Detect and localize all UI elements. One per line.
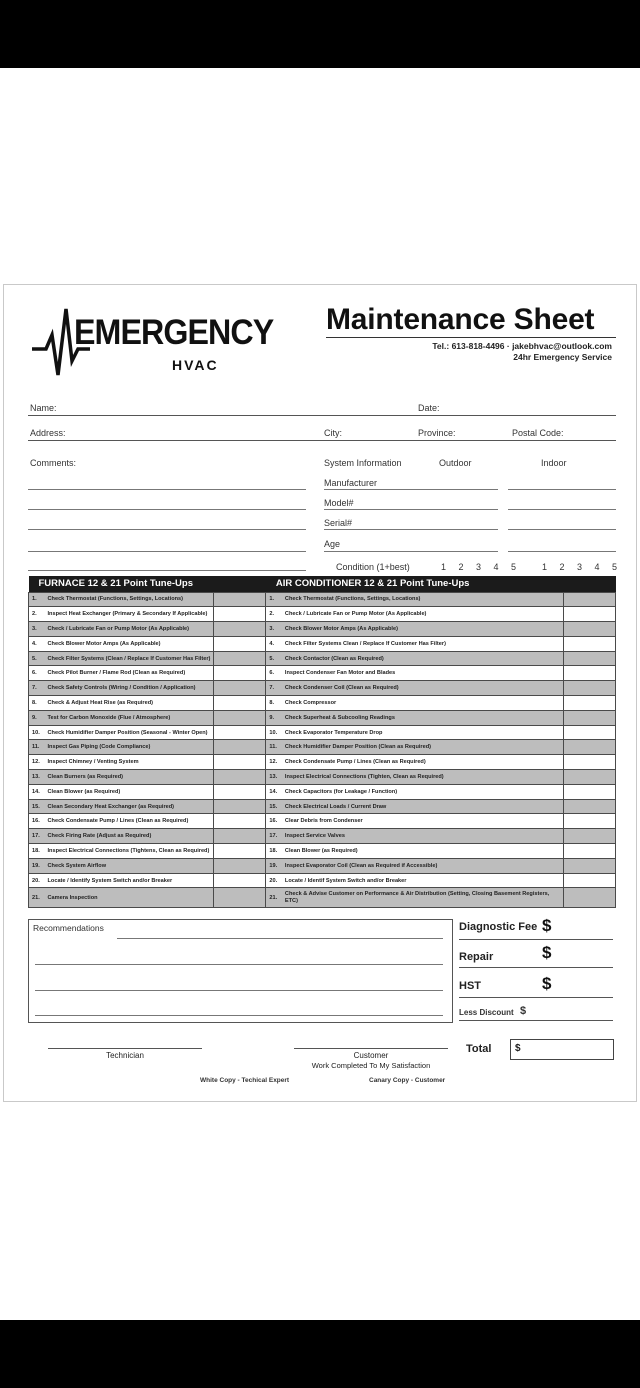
company-logo <box>30 305 274 385</box>
furnace-item-label: Check / Lubricate Fan or Pump Motor (As Applicable) <box>45 622 214 637</box>
repair-dollar: $ <box>542 943 552 962</box>
top-black-bar <box>0 0 640 68</box>
address-line[interactable] <box>28 440 616 441</box>
furnace-item-number: 19. <box>29 858 45 873</box>
white-copy-label: White Copy - Techical Expert <box>200 1077 290 1084</box>
ac-item-number: 13. <box>266 770 282 785</box>
table-row <box>29 696 616 711</box>
ac-item-check[interactable] <box>564 844 616 859</box>
age-outdoor-line[interactable] <box>324 551 498 552</box>
comment-line-5[interactable] <box>28 570 306 571</box>
ac-item-check[interactable] <box>564 770 616 785</box>
ac-item-number: 9. <box>266 710 282 725</box>
ac-item-check[interactable] <box>564 607 616 622</box>
recommendations-box <box>28 919 453 1023</box>
less-discount-dollar: $ <box>520 1005 527 1017</box>
furnace-item-label: Check Safety Controls (Wiring / Condition / Application) <box>45 681 214 696</box>
ac-item-number: 12. <box>266 755 282 770</box>
canary-copy-label: Canary Copy - Customer <box>369 1077 446 1084</box>
furnace-item-label: Inspect Gas Piping (Code Compliance) <box>45 740 214 755</box>
table-row <box>29 607 616 622</box>
ac-item-label: Check Humidifier Damper Position (Clean as Required) <box>282 740 564 755</box>
serial-label: Serial# <box>324 518 353 528</box>
address-label: Address: <box>30 428 66 438</box>
recommendations-label: Recommendations <box>33 923 104 933</box>
ac-item-label: Check Condensate Pump / Lines (Clean as Required) <box>282 755 564 770</box>
furnace-item-label: Check Humidifier Damper Position (Seasonal - Winter Open) <box>45 725 214 740</box>
ac-item-label: Check Capacitors (for Leakage / Function) <box>282 784 564 799</box>
checklist-body <box>29 592 616 908</box>
table-row <box>29 784 616 799</box>
furnace-item-label: Check Blower Motor Amps (As Applicable) <box>45 636 214 651</box>
ac-item-number: 17. <box>266 829 282 844</box>
furnace-item-check[interactable] <box>214 740 266 755</box>
table-row <box>29 681 616 696</box>
ac-heading: AIR CONDITIONER 12 & 21 Point Tune-Ups <box>266 576 616 592</box>
furnace-item-check[interactable] <box>214 888 266 908</box>
diagnostic-fee-line[interactable] <box>459 939 613 940</box>
furnace-item-number: 10. <box>29 725 45 740</box>
ac-item-label: Check Contactor (Clean as Required) <box>282 651 564 666</box>
ac-item-label: Check Evaporator Temperature Drop <box>282 725 564 740</box>
ac-item-label: Locate / Identif System Switch and/or Breaker <box>282 873 564 888</box>
furnace-item-number: 17. <box>29 829 45 844</box>
table-row <box>29 740 616 755</box>
furnace-item-check[interactable] <box>214 873 266 888</box>
furnace-item-number: 6. <box>29 666 45 681</box>
total-dollar: $ <box>515 1043 521 1054</box>
furnace-item-label: Test for Carbon Monoxide (Flue / Atmosphere) <box>45 710 214 725</box>
total-label: Total <box>466 1043 492 1055</box>
ac-item-number: 5. <box>266 651 282 666</box>
ac-item-label: Check / Lubricate Fan or Pump Motor (As Applicable) <box>282 607 564 622</box>
furnace-item-number: 18. <box>29 844 45 859</box>
furnace-item-number: 13. <box>29 770 45 785</box>
page-title: Maintenance Sheet <box>326 303 595 336</box>
table-row <box>29 666 616 681</box>
table-row <box>29 770 616 785</box>
table-row <box>29 873 616 888</box>
furnace-item-check[interactable] <box>214 636 266 651</box>
furnace-item-check[interactable] <box>214 725 266 740</box>
ac-item-check[interactable] <box>564 858 616 873</box>
furnace-item-label: Inspect Heat Exchanger (Primary & Secondary If Applicable) <box>45 607 214 622</box>
customer-label: Customer <box>353 1051 389 1060</box>
ac-item-check[interactable] <box>564 651 616 666</box>
ac-item-number: 16. <box>266 814 282 829</box>
table-row <box>29 844 616 859</box>
furnace-item-number: 2. <box>29 607 45 622</box>
ac-item-check[interactable] <box>564 710 616 725</box>
furnace-item-label: Clean Secondary Heat Exchanger (as Required) <box>45 799 214 814</box>
table-row <box>29 829 616 844</box>
ac-item-check[interactable] <box>564 666 616 681</box>
diagnostic-fee-label: Diagnostic Fee <box>459 921 538 933</box>
comment-line-1[interactable] <box>28 489 306 490</box>
ac-item-label: Check & Advise Customer on Performance & Air Distribution (Setting, Closing Basement Registers, ETC) <box>282 888 564 908</box>
furnace-item-number: 8. <box>29 696 45 711</box>
furnace-item-label: Check System Airflow <box>45 858 214 873</box>
manufacturer-indoor-line[interactable] <box>508 489 616 490</box>
city-label: City: <box>324 428 342 438</box>
furnace-item-number: 1. <box>29 592 45 607</box>
table-row <box>29 592 616 607</box>
furnace-item-check[interactable] <box>214 696 266 711</box>
ac-item-number: 2. <box>266 607 282 622</box>
furnace-item-number: 14. <box>29 784 45 799</box>
model-indoor-line[interactable] <box>508 509 616 510</box>
company-name: EMERGENCY <box>74 313 274 352</box>
ac-item-number: 19. <box>266 858 282 873</box>
ac-item-label: Clear Debris from Condenser <box>282 814 564 829</box>
ac-item-number: 15. <box>266 799 282 814</box>
date-label: Date: <box>418 403 440 413</box>
furnace-item-number: 5. <box>29 651 45 666</box>
serial-indoor-line[interactable] <box>508 529 616 530</box>
ac-item-check[interactable] <box>564 873 616 888</box>
furnace-item-number: 20. <box>29 873 45 888</box>
table-row <box>29 725 616 740</box>
ac-item-label: Check Thermostat (Functions, Settings, Locations) <box>282 592 564 607</box>
ac-item-label: Inspect Condenser Fan Motor and Blades <box>282 666 564 681</box>
ac-item-number: 11. <box>266 740 282 755</box>
furnace-item-check[interactable] <box>214 844 266 859</box>
comments-label: Comments: <box>30 458 77 468</box>
table-row <box>29 858 616 873</box>
system-info-label: System Information <box>324 458 402 468</box>
recommendation-line-3[interactable] <box>35 990 443 991</box>
ac-item-number: 20. <box>266 873 282 888</box>
diagnostic-fee-dollar: $ <box>542 916 552 935</box>
recommendation-line-1[interactable] <box>117 938 443 939</box>
ac-item-label: Check Filter Systems Clean / Replace If Customer Has Filter) <box>282 636 564 651</box>
company-sub: HVAC <box>172 357 219 373</box>
comment-line-3[interactable] <box>28 529 306 530</box>
ac-item-number: 8. <box>266 696 282 711</box>
condition-scale-outdoor: 1 2 3 4 5 <box>441 562 522 572</box>
name-line[interactable] <box>28 415 616 416</box>
postal-code-label: Postal Code: <box>512 428 564 438</box>
ac-item-number: 21. <box>266 888 282 908</box>
ac-item-label: Check Superheat & Subcooling Readings <box>282 710 564 725</box>
bottom-black-bar <box>0 1320 640 1388</box>
furnace-item-number: 11. <box>29 740 45 755</box>
less-discount-label: Less Discount <box>459 1008 514 1017</box>
technician-signature-line[interactable] <box>48 1048 202 1049</box>
name-label: Name: <box>30 403 57 413</box>
furnace-item-label: Clean Burners (as Required) <box>45 770 214 785</box>
furnace-item-label: Camera Inspection <box>45 888 214 908</box>
hst-line[interactable] <box>459 997 613 998</box>
manufacturer-label: Manufacturer <box>324 478 378 488</box>
model-outdoor-line[interactable] <box>324 509 498 510</box>
ac-item-label: Check Blower Motor Amps (As Applicable) <box>282 622 564 637</box>
ac-item-number: 3. <box>266 622 282 637</box>
furnace-item-check[interactable] <box>214 607 266 622</box>
table-row <box>29 636 616 651</box>
maintenance-sheet <box>3 284 637 1102</box>
ac-item-check[interactable] <box>564 784 616 799</box>
ac-item-check[interactable] <box>564 888 616 908</box>
furnace-item-check[interactable] <box>214 681 266 696</box>
condition-scale-indoor: 1 2 3 4 5 <box>542 562 623 572</box>
ac-item-check[interactable] <box>564 696 616 711</box>
technician-label: Technician <box>106 1051 144 1060</box>
ac-item-label: Check Condenser Coil (Clean as Required) <box>282 681 564 696</box>
furnace-item-number: 4. <box>29 636 45 651</box>
furnace-item-check[interactable] <box>214 755 266 770</box>
less-discount-line[interactable] <box>459 1020 613 1021</box>
ac-item-label: Check Compressor <box>282 696 564 711</box>
hst-label: HST <box>459 980 481 992</box>
furnace-item-check[interactable] <box>214 770 266 785</box>
furnace-item-check[interactable] <box>214 829 266 844</box>
furnace-item-label: Check & Adjust Heat Rise (as Required) <box>45 696 214 711</box>
furnace-item-check[interactable] <box>214 814 266 829</box>
ac-item-number: 18. <box>266 844 282 859</box>
comment-line-2[interactable] <box>28 509 306 510</box>
ac-item-check[interactable] <box>564 829 616 844</box>
furnace-item-number: 15. <box>29 799 45 814</box>
contact-info <box>432 341 612 363</box>
table-row <box>29 799 616 814</box>
condition-label: Condition (1+best) <box>336 562 410 572</box>
ac-item-check[interactable] <box>564 725 616 740</box>
table-row <box>29 755 616 770</box>
recommendation-line-2[interactable] <box>35 964 443 965</box>
furnace-item-label: Clean Blower (as Required) <box>45 784 214 799</box>
ac-item-label: Inspect Electrical Connections (Tighten, Clean as Required) <box>282 770 564 785</box>
furnace-item-number: 9. <box>29 710 45 725</box>
ac-item-label: Check Electrical Loads / Current Draw <box>282 799 564 814</box>
furnace-item-label: Check Firing Rate (Adjust as Required) <box>45 829 214 844</box>
ac-item-check[interactable] <box>564 636 616 651</box>
hst-dollar: $ <box>542 974 552 993</box>
table-row <box>29 622 616 637</box>
table-row <box>29 814 616 829</box>
furnace-item-check[interactable] <box>214 799 266 814</box>
furnace-item-label: Check Thermostat (Functions, Settings, Locations) <box>45 592 214 607</box>
furnace-item-number: 16. <box>29 814 45 829</box>
ac-item-number: 6. <box>266 666 282 681</box>
ac-item-check[interactable] <box>564 681 616 696</box>
age-indoor-line[interactable] <box>508 551 616 552</box>
manufacturer-outdoor-line[interactable] <box>324 489 498 490</box>
furnace-item-check[interactable] <box>214 592 266 607</box>
age-label: Age <box>324 539 341 549</box>
customer-signature-line[interactable] <box>294 1048 448 1049</box>
ac-item-check[interactable] <box>564 740 616 755</box>
tune-up-checklist <box>28 576 616 908</box>
table-row <box>29 710 616 725</box>
table-row <box>29 888 616 908</box>
furnace-item-number: 3. <box>29 622 45 637</box>
ac-item-check[interactable] <box>564 814 616 829</box>
furnace-item-label: Check Pilot Burner / Flame Rod (Clean as Required) <box>45 666 214 681</box>
total-field[interactable] <box>510 1039 614 1060</box>
ac-item-number: 4. <box>266 636 282 651</box>
comment-line-4[interactable] <box>28 551 306 552</box>
recommendation-line-4[interactable] <box>35 1015 443 1016</box>
repair-label: Repair <box>459 951 494 963</box>
satisfaction-label: Work Completed To My Satisfaction <box>311 1061 431 1070</box>
ac-item-number: 10. <box>266 725 282 740</box>
furnace-item-check[interactable] <box>214 666 266 681</box>
furnace-item-check[interactable] <box>214 710 266 725</box>
furnace-item-check[interactable] <box>214 651 266 666</box>
title-underline <box>326 337 616 338</box>
ac-item-check[interactable] <box>564 592 616 607</box>
ac-item-label: Inspect Service Valves <box>282 829 564 844</box>
model-label: Model# <box>324 498 354 508</box>
furnace-item-check[interactable] <box>214 784 266 799</box>
serial-outdoor-line[interactable] <box>324 529 498 530</box>
ac-item-label: Clean Blower (as Required) <box>282 844 564 859</box>
ac-item-check[interactable] <box>564 799 616 814</box>
indoor-label: Indoor <box>541 458 567 468</box>
outdoor-label: Outdoor <box>439 458 472 468</box>
repair-line[interactable] <box>459 967 613 968</box>
furnace-item-label: Locate / Identify System Switch and/or Breaker <box>45 873 214 888</box>
furnace-item-label: Check Filter Systems (Clean / Replace If Customer Has Filter) <box>45 651 214 666</box>
ac-item-check[interactable] <box>564 622 616 637</box>
furnace-item-number: 7. <box>29 681 45 696</box>
furnace-item-check[interactable] <box>214 622 266 637</box>
furnace-item-label: Inspect Chimney / Venting System <box>45 755 214 770</box>
ac-item-number: 7. <box>266 681 282 696</box>
province-label: Province: <box>418 428 456 438</box>
furnace-item-label: Inspect Electrical Connections (Tightens, Clean as Required) <box>45 844 214 859</box>
ac-item-label: Inspect Evaporator Coil (Clean as Required if Accessible) <box>282 858 564 873</box>
furnace-item-check[interactable] <box>214 858 266 873</box>
furnace-item-number: 12. <box>29 755 45 770</box>
furnace-item-label: Check Condensate Pump / Lines (Clean as Required) <box>45 814 214 829</box>
service-hours: 24hr Emergency Service <box>513 352 612 362</box>
furnace-item-number: 21. <box>29 888 45 908</box>
ac-item-number: 1. <box>266 592 282 607</box>
furnace-heading: FURNACE 12 & 21 Point Tune-Ups <box>29 576 266 592</box>
ac-item-check[interactable] <box>564 755 616 770</box>
phone-email: Tel.: 613-818-4496 · jakebhvac@outlook.com <box>432 341 612 351</box>
table-row <box>29 651 616 666</box>
ac-item-number: 14. <box>266 784 282 799</box>
